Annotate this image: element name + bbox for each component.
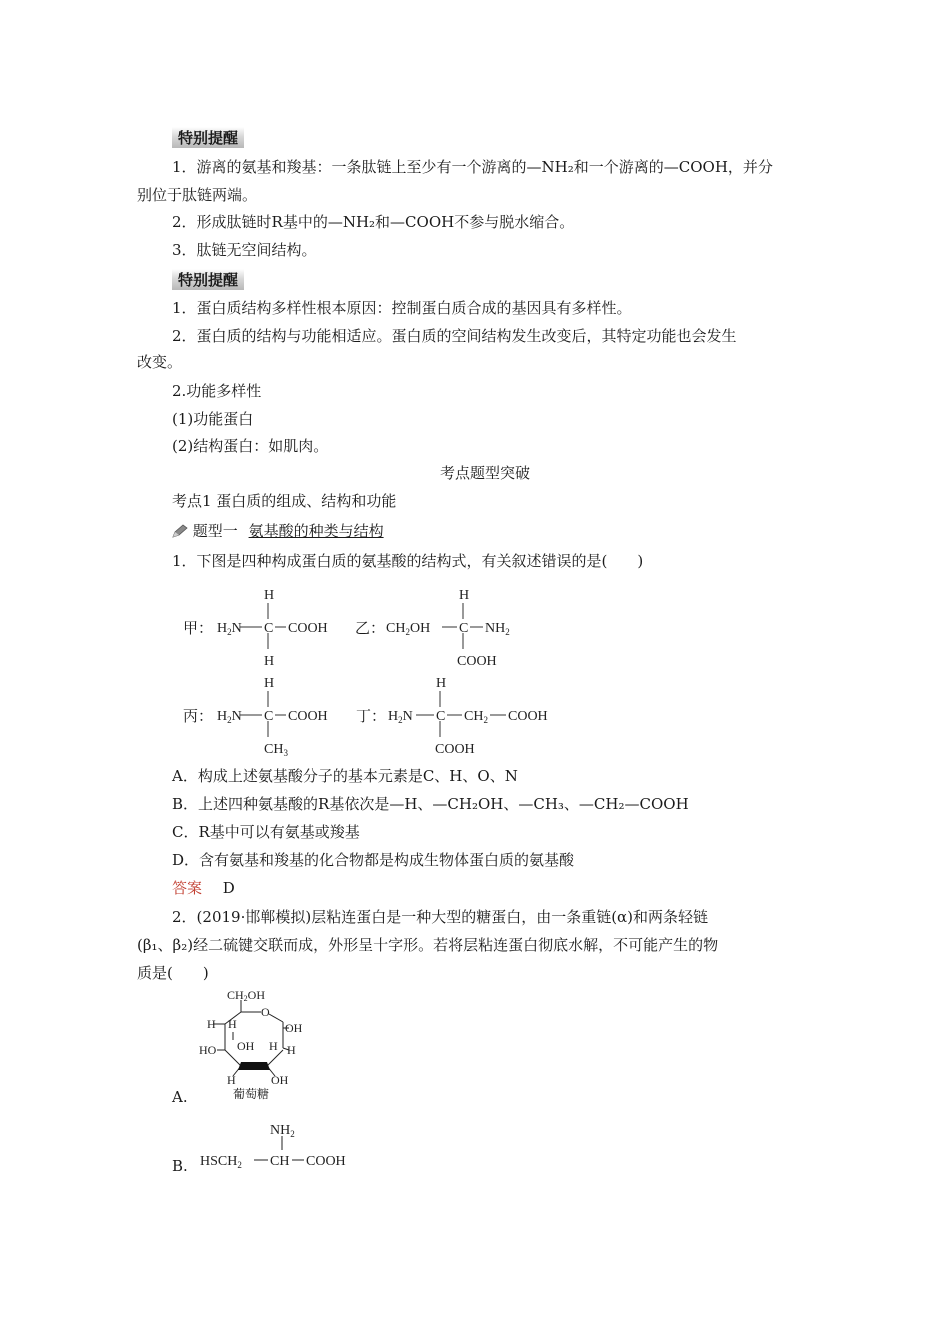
tixing-prefix: 题型一	[192, 522, 238, 540]
tip-item: 2．形成肽链时R基中的—NH₂和—COOH不参与脱水缩合。	[172, 213, 575, 231]
section-title: 考点题型突破	[440, 464, 531, 482]
question-stem: (β₁、β₂)经二硫键交联而成，外形呈十字形。若将层粘连蛋白彻底水解，不可能产生的物	[137, 936, 719, 954]
svg-text:H: H	[264, 654, 275, 669]
tip-item: 别位于肽链两端。	[137, 186, 258, 204]
svg-text:COOH: COOH	[508, 709, 548, 724]
tip-item: 改变。	[137, 353, 183, 371]
question-stem: 1．下图是四种构成蛋白质的氨基酸的结构式，有关叙述错误的是( )	[172, 552, 644, 570]
svg-text:H: H	[264, 588, 275, 603]
svg-text:NH2: $NH_2$	[270, 1123, 295, 1139]
list-item: (1)功能蛋白	[172, 410, 254, 428]
svg-text:NH2: $NH_2$	[485, 621, 510, 637]
svg-text:COOH: COOH	[306, 1154, 346, 1169]
svg-text:OH: OH	[285, 1021, 303, 1035]
formula-label-yi: 乙：	[355, 619, 386, 637]
svg-text:OH: OH	[237, 1039, 255, 1053]
option-c: C．R基中可以有氨基或羧基	[172, 823, 360, 841]
svg-text:CH2OH: CH2OH	[227, 988, 266, 1003]
pencil-icon	[172, 524, 188, 538]
option-a: A.	[172, 1088, 188, 1106]
svg-text:H: H	[264, 676, 275, 691]
section-heading: 2.功能多样性	[172, 382, 262, 400]
svg-text:H: H	[287, 1043, 296, 1057]
tixing-title: 氨基酸的种类与结构	[248, 522, 384, 540]
amino-acid-structures	[180, 585, 580, 760]
tip-item: 2．蛋白质的结构与功能相适应。蛋白质的空间结构发生改变后，其特定功能也会发生	[172, 327, 737, 345]
option-d: D．含有氨基和羧基的化合物都是构成生物体蛋白质的氨基酸	[172, 851, 575, 869]
svg-text:CH2: $CH_2$	[464, 709, 488, 725]
glucose-caption: 葡萄糖	[233, 1087, 270, 1101]
svg-text:C: C	[264, 709, 274, 724]
option-b: B.	[172, 1157, 188, 1175]
answer-label: 答案	[172, 879, 203, 897]
svg-text:CH2OH: $CH_2OH$	[386, 621, 431, 637]
svg-text:H: H	[436, 676, 447, 691]
svg-text:COOH: COOH	[288, 709, 328, 724]
svg-text:C: C	[264, 621, 274, 636]
formula-label-jia: 甲：	[183, 619, 214, 637]
svg-text:H: H	[459, 588, 470, 603]
answer-line	[172, 878, 235, 898]
kaodian-heading: 考点1 蛋白质的组成、结构和功能	[172, 492, 397, 510]
svg-text:H2N: $H_2N$	[217, 709, 242, 725]
formula-label-bing: 丙：	[183, 707, 214, 725]
svg-text:C: C	[436, 709, 446, 724]
tip-label: 特别提醒	[172, 127, 244, 148]
svg-text:COOH: COOH	[288, 621, 328, 636]
svg-text:H: H	[207, 1017, 216, 1031]
svg-text:H2N: $H_2N$	[217, 621, 242, 637]
option-b: B．上述四种氨基酸的R基依次是—H、—CH₂OH、—CH₃、—CH₂—COOH	[172, 795, 689, 813]
svg-text:CH: CH	[270, 1154, 290, 1169]
tip-item: 3．肽链无空间结构。	[172, 241, 317, 259]
svg-text:O: O	[261, 1005, 270, 1019]
svg-text:COOH: COOH	[457, 654, 497, 669]
svg-text:HSCH2: $HSCH_2$	[200, 1154, 242, 1170]
svg-text:OH: OH	[271, 1073, 289, 1087]
tip-label: 特别提醒	[172, 269, 244, 290]
list-item: (2)结构蛋白：如肌肉。	[172, 437, 329, 455]
svg-text:C: C	[459, 621, 469, 636]
option-a: A．构成上述氨基酸分子的基本元素是C、H、O、N	[172, 767, 518, 785]
svg-text:CH3: $CH_3$	[264, 742, 288, 758]
question-stem: 质是( )	[137, 964, 209, 982]
svg-text:H: H	[227, 1073, 236, 1087]
question-stem: 2．(2019·邯郸模拟)层粘连蛋白是一种大型的糖蛋白，由一条重链(α)和两条轻链	[172, 908, 709, 926]
svg-text:H2N: $H_2N$	[388, 709, 413, 725]
svg-text:H: H	[228, 1017, 237, 1031]
answer-value: D	[222, 879, 235, 897]
svg-text:HO: HO	[199, 1043, 217, 1057]
svg-text:COOH: COOH	[435, 742, 475, 757]
tip-item: 1．游离的氨基和羧基：一条肽链上至少有一个游离的—NH₂和一个游离的—COOH，并分	[172, 158, 773, 176]
tip-item: 1．蛋白质结构多样性根本原因：控制蛋白质合成的基因具有多样性。	[172, 299, 632, 317]
cysteine-structure	[198, 1118, 368, 1172]
svg-text:H: H	[269, 1039, 278, 1053]
formula-label-ding: 丁：	[356, 707, 387, 725]
tixing-heading	[172, 521, 384, 541]
